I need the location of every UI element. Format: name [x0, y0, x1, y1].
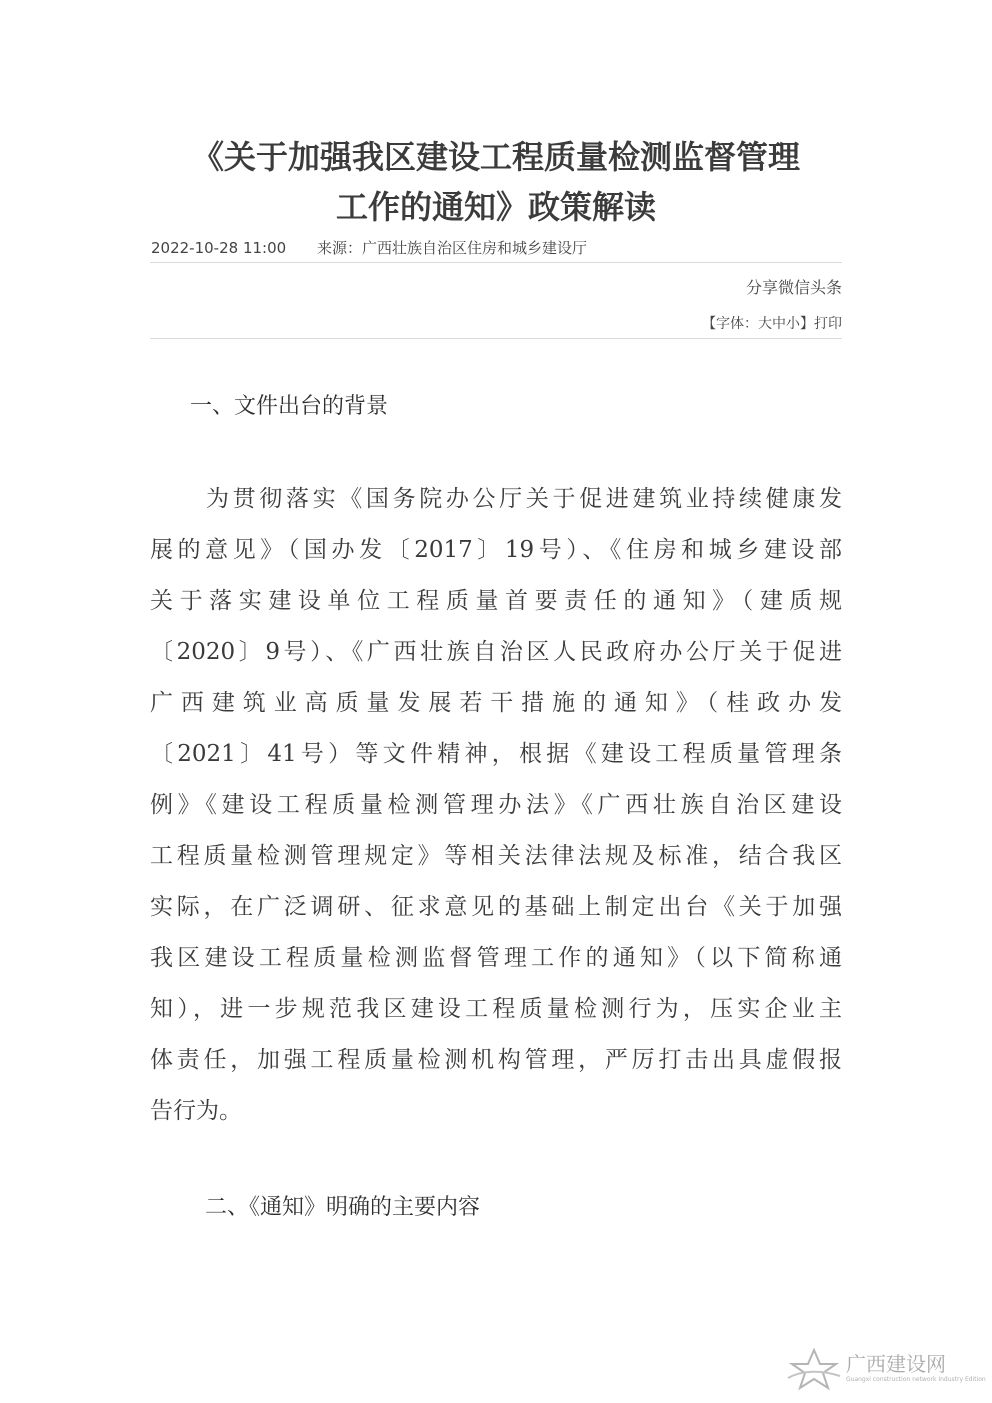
body-line: 为贯彻落实《国务院办公厅关于促进建筑业持续健康发 [206, 486, 842, 512]
meta-divider [150, 262, 842, 263]
body-line: 例》《建设工程质量检测管理办法》《广西壮族自治区建设 [150, 792, 842, 818]
article-title [150, 132, 842, 232]
watermark-name: 广西建设网 [846, 1352, 946, 1376]
publish-datetime: 2022-10-28 11:00 [151, 239, 287, 257]
font-size-print-controls[interactable]: 【字体：大中小】打印 [702, 316, 842, 332]
article-title-line-1: 《关于加强我区建设工程质量检测监督管理 [191, 138, 800, 176]
section-1-heading: 一、文件出台的背景 [190, 394, 389, 419]
toolbar-divider [150, 338, 842, 339]
body-line: 实际，在广泛调研、征求意见的基础上制定出台《关于加强 [150, 894, 842, 920]
body-line: 体责任，加强工程质量检测机构管理，严厉打击出具虚假报 [150, 1047, 842, 1073]
article-source: 来源：广西壮族自治区住房和城乡建设厅 [316, 239, 587, 257]
article-meta [151, 236, 587, 260]
site-watermark [784, 1348, 984, 1392]
body-line: 告行为。 [150, 1098, 242, 1124]
body-line: 关于落实建设单位工程质量首要责任的通知》（建质规 [150, 588, 842, 614]
article-title-line-2: 工作的通知》政策解读 [335, 188, 656, 226]
star-logo-icon [784, 1348, 844, 1392]
body-line: 广西建筑业高质量发展若干措施的通知》（桂政办发 [150, 690, 842, 716]
share-wechat-link[interactable]: 分享微信头条 [745, 278, 842, 297]
section-2-heading: 二、《通知》明确的主要内容 [205, 1195, 481, 1220]
body-line: 我区建设工程质量检测监督管理工作的通知》（以下简称通 [150, 945, 842, 971]
body-line: 工程质量检测管理规定》等相关法律法规及标准，结合我区 [150, 843, 842, 869]
section-1-body [150, 474, 842, 1137]
body-line: 〔2021〕41号）等文件精神，根据《建设工程质量管理条 [150, 741, 842, 767]
watermark-subtitle: Guangxi construction network Industry Edition [846, 1376, 986, 1383]
body-line: 展的意见》（国办发〔2017〕19号）、《住房和城乡建设部 [150, 537, 842, 563]
body-line: 〔2020〕9号）、《广西壮族自治区人民政府办公厅关于促进 [150, 639, 842, 665]
body-line: 知），进一步规范我区建设工程质量检测行为，压实企业主 [150, 996, 842, 1022]
